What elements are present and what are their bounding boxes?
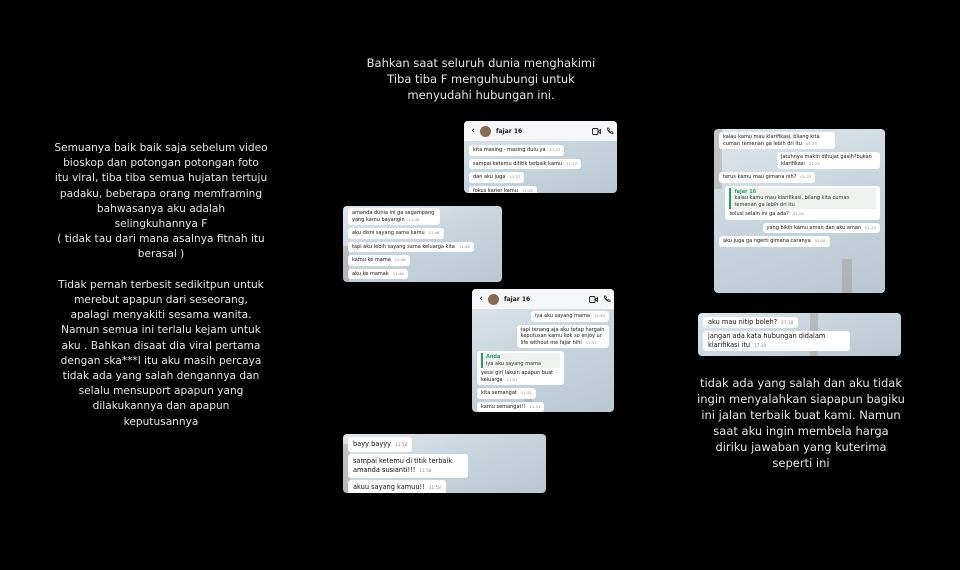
contact-name: fajar 16 [504, 295, 531, 303]
message-bubble: dan aku juga 11:27 [469, 172, 524, 183]
message-bubble: amanda dunia ini ga segampang yang kamu bayangin 11:46 [348, 208, 440, 225]
video-call-icon[interactable] [589, 128, 603, 135]
contact-name: fajar 16 [496, 127, 523, 135]
message-bubble: kita semangat 11:51 [477, 388, 536, 399]
chat-screenshot-4 [343, 434, 546, 493]
message-bubble: jatuhnya makin dihujat gasih?bukan klarifikasi 01:23 [777, 152, 880, 169]
message-bubble: Anda iya aku sayang mama yessi girl lakuin apapun buat keluarga 11:51 [477, 351, 564, 385]
message-bubble: kita masing - masing dulu ya 11:27 [469, 145, 564, 156]
message-bubble: kalau kamu mau klarifikasi, bilang kita cuman temenan ga lebih dri itu 01:23 [719, 132, 835, 149]
message-bubble: jangan ada kata hubungan didalam klarifikasi itu 17.18 [703, 331, 850, 351]
chat-screenshot-3 [472, 289, 614, 412]
message-bubble: kamu semangat!! 11:51 [477, 402, 544, 413]
quoted-message: Anda iya aku sayang mama [481, 353, 560, 368]
avatar [488, 294, 499, 305]
message-bubble: fokus karier kamu 11:28 [469, 186, 537, 194]
phone-icon[interactable] [603, 127, 617, 135]
avatar [480, 126, 491, 137]
chat-header [472, 289, 614, 309]
back-arrow-icon[interactable]: ‹ [479, 294, 483, 304]
chat-header [464, 121, 617, 141]
message-bubble: bayy bayyy 11:58 [348, 437, 412, 452]
message-bubble: kamu ke mama 11:46 [348, 255, 410, 266]
back-arrow-icon[interactable]: ‹ [471, 126, 475, 136]
message-bubble: fajar 16 kalau kamu mau klarifikasi, bilang kita cuman temenan ga lebih dri itu solusi selain ini ga ada? 01:25 [725, 186, 880, 220]
message-bubble: aku mau nitip boleh? 17.18 [703, 317, 798, 328]
message-bubble: aku disni sayang sama kamu 11:46 [348, 228, 444, 239]
quoted-message: fajar 16 kalau kamu mau klarifikasi, bilang kita cuman temenan ga lebih dri itu [729, 188, 876, 210]
message-bubble: yang bikin kamu aman dan aku aman 01:25 [763, 223, 881, 234]
message-bubble: tapi tenang aja aku tetap hargain keputusan kamu kok so enjoy ur life without me fajar hihi 11:51 [517, 325, 609, 349]
message-bubble: sampai ketemu di titik terbaik amanda susianti!!! 11:58 [348, 454, 468, 478]
message-bubble: terus kamu mau gimana nih? 01:23 [719, 172, 815, 183]
chat-screenshot-2 [343, 206, 502, 282]
message-bubble: aku juga ga ngerti gimana caranya 01:28 [719, 236, 830, 247]
phone-icon[interactable] [600, 295, 614, 303]
message-bubble: iya aku sayang mama 11:50 [531, 311, 609, 322]
chat-screenshot-5 [714, 129, 885, 293]
message-bubble: sampai ketemu dititik terbaik kamu 11:27 [469, 159, 581, 170]
message-bubble: aku ke mamak 11:46 [348, 269, 408, 280]
video-call-icon[interactable] [586, 296, 600, 303]
message-bubble: tapi aku lebih sayang sama keluarga kita 11:46 [348, 242, 474, 253]
chat-screenshot-1 [464, 121, 617, 193]
chat-screenshot-6 [698, 313, 901, 356]
caption-top: Bahkan saat seluruh dunia menghakimi Tiba tiba F menguhubungi untuk menyudahi hubungan ini. [366, 56, 596, 102]
message-bubble: akuu sayang kamuu!! 11:58 [348, 480, 446, 493]
caption-right: tidak ada yang salah dan aku tidak ingin menyalahkan siapapun bagiku ini jalan terbaik buat kami. Namun saat aku ingin membela harga diriku jawaban yang kuterima seperti ini [697, 376, 905, 470]
caption-left: Semuanya baik baik saja sebelum video bioskop dan potongan potongan foto itu viral, tiba tiba semua hujatan tertuju padaku, beberapa orang memframing bahwasanya aku adalah selingkuhannya F ( tidak tau dari mana asalnya fitnah itu berasal ) Tidak pernah terbesit sedikitpun untuk merebut apapun dari seseorang, apalagi menyakiti sesama wanita. Namun semua ini terlalu kejam untuk aku . Bahkan disaat dia viral pertama dengan ska***l itu aku masih percaya tidak ada yang salah dengannya dan selalu mensuport apapun yang dilakukannya dan apapun keputusannya [54, 142, 268, 428]
